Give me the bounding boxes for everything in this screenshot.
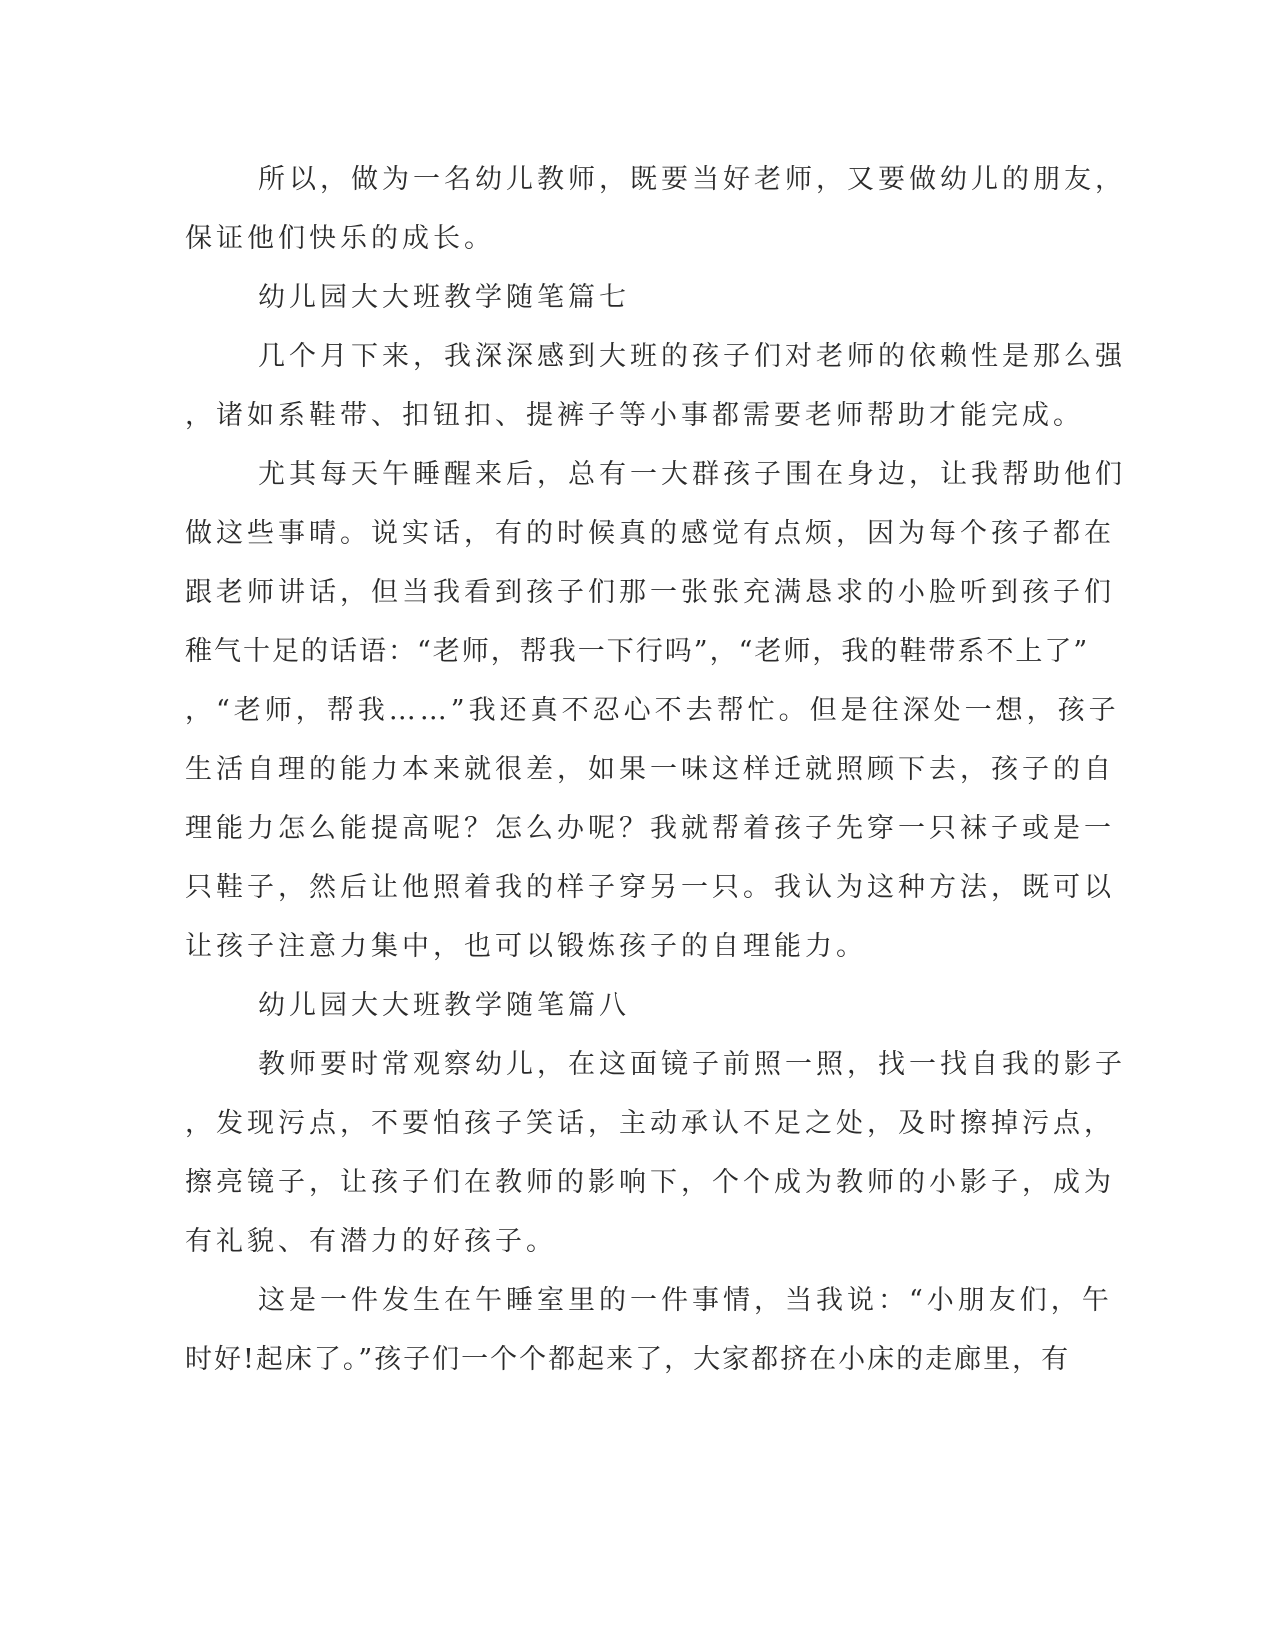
paragraph-line: 跟老师讲话，但当我看到孩子们那一张张充满恳求的小脸听到孩子们 [185,577,1115,608]
paragraph-line: 保证他们快乐的成长。 [185,223,495,254]
paragraph-line: 让孩子注意力集中，也可以锻炼孩子的自理能力。 [185,931,867,962]
paragraph-line: 几个月下来，我深深感到大班的孩子们对老师的依赖性是那么强 [258,341,1126,372]
section-heading: 幼儿园大大班教学随笔篇七 [258,282,630,313]
paragraph-line: 只鞋子，然后让他照着我的样子穿另一只。我认为这种方法，既可以 [185,872,1115,903]
paragraph-line: 擦亮镜子，让孩子们在教师的影响下，个个成为教师的小影子，成为 [185,1167,1115,1198]
paragraph-line: 这是一件发生在午睡室里的一件事情，当我说：“小朋友们，午 [258,1285,1113,1316]
paragraph-line: 稚气十足的话语：“老师，帮我一下行吗”，“老师，我的鞋带系不上了” [185,636,1090,667]
paragraph-line: ，“老师，帮我……”我还真不忍心不去帮忙。但是往深处一想，孩子 [185,695,1120,726]
paragraph-line: 时好!起床了。”孩子们一个个都起来了，大家都挤在小床的走廊里，有 [185,1344,1071,1375]
paragraph-line: 所以，做为一名幼儿教师，既要当好老师，又要做幼儿的朋友， [258,164,1126,195]
paragraph-line: 教师要时常观察幼儿，在这面镜子前照一照，找一找自我的影子 [258,1049,1126,1080]
paragraph-line: 有礼貌、有潜力的好孩子。 [185,1226,557,1257]
paragraph-line: ，诸如系鞋带、扣钮扣、提裤子等小事都需要老师帮助才能完成。 [185,400,1084,431]
paragraph-line: 尤其每天午睡醒来后，总有一大群孩子围在身边，让我帮助他们 [258,459,1126,490]
paragraph-line: 生活自理的能力本来就很差，如果一味这样迁就照顾下去，孩子的自 [185,754,1115,785]
paragraph-line: 做这些事晴。说实话，有的时候真的感觉有点烦，因为每个孩子都在 [185,518,1115,549]
paragraph-line: 理能力怎么能提高呢？怎么办呢？我就帮着孩子先穿一只袜子或是一 [185,813,1115,844]
section-heading: 幼儿园大大班教学随笔篇八 [258,990,630,1021]
paragraph-line: ，发现污点，不要怕孩子笑话，主动承认不足之处，及时擦掉污点， [185,1108,1115,1139]
